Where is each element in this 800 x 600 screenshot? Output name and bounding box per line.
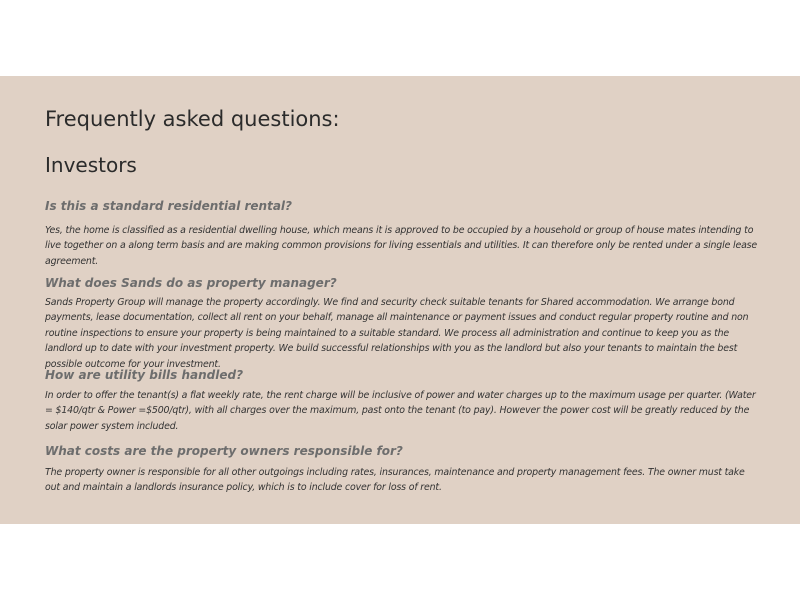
section-title: Investors <box>45 153 137 177</box>
faq-answer: The property owner is responsible for all other outgoings including rates, insurances, maintenance and property management fees. The owner must take out and maintain a landlords insurance policy, which is to include cover for loss of rent. <box>45 467 745 494</box>
faq-question: What costs are the property owners responsible for? <box>45 444 403 458</box>
faq-question: How are utility bills handled? <box>45 368 244 382</box>
faq-answer: Sands Property Group will manage the property accordingly. We find and security check suitable tenants for Shared accommodation. We arrange bond payments, lease documentation, collect all rent on your behalf, manage all maintenance or payment issues and conduct regular property routine and non routine inspections to ensure your property is being maintained to a suitable standard. We process all administration and continue to keep you as the landlord up to date with your investment property. We build successful relationships with you as the landlord but also your tenants to maintain the best possible outcome for your investment. <box>45 297 749 370</box>
page-title: Frequently asked questions: <box>45 107 340 131</box>
faq-answer: Yes, the home is classified as a residential dwelling house, which means it is approved to be occupied by a household or group of house mates intending to live together on a along term basis and are making common provisions for living essentials and utilities. It can therefore only be rented under a single lease agreement. <box>45 225 758 267</box>
faq-question: Is this a standard residential rental? <box>45 199 292 213</box>
slide-panel <box>0 76 800 524</box>
faq-answer: In order to offer the tenant(s) a flat weekly rate, the rent charge will be inclusive of power and water charges up to the maximum usage per quarter. (Water = $140/qtr & Power =$500/qtr), with all charges over the maximum, past onto the tenant (to pay). However the power cost will be greatly reduced by the solar power system included. <box>45 390 756 432</box>
faq-question: What does Sands do as property manager? <box>45 276 337 290</box>
